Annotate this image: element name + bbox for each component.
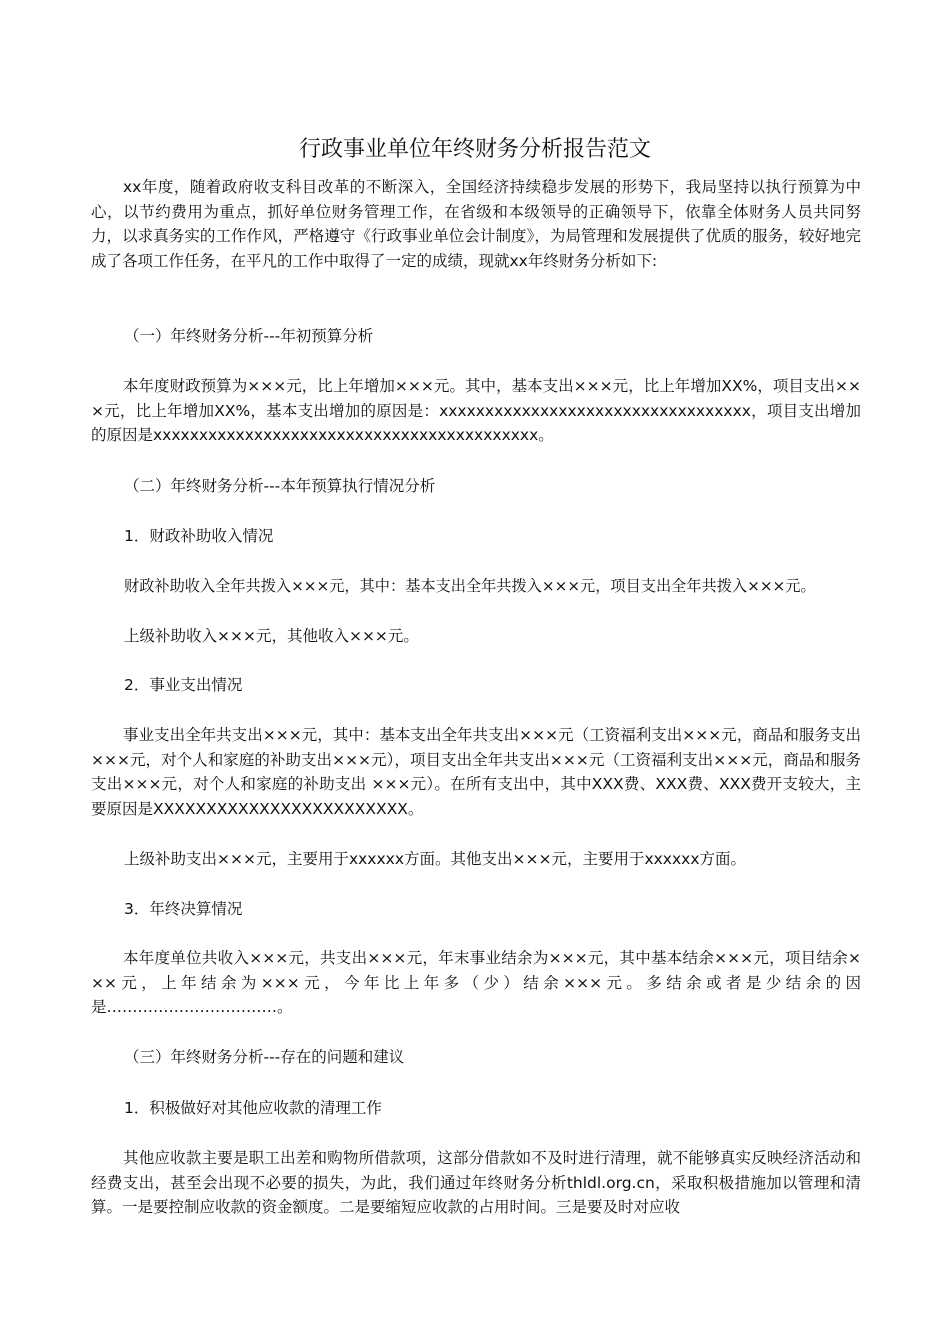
item1-line1: 财政补助收入全年共拨入×××元，其中：基本支出全年共拨入×××元，项目支出全年共拨入×××元。 bbox=[124, 577, 816, 595]
section3-heading: （三）年终财务分析---存在的问题和建议 bbox=[124, 1048, 405, 1066]
item1-heading: 1．财政补助收入情况 bbox=[124, 527, 274, 545]
document-title: 行政事业单位年终财务分析报告范文 bbox=[298, 137, 651, 162]
item3-heading: 3．年终决算情况 bbox=[124, 900, 243, 918]
item2-line2: 上级补助支出×××元，主要用于xxxxxx方面。其他支出×××元，主要用于xxxxxx方面。 bbox=[124, 850, 747, 868]
section1-body: 本年度财政预算为×××元，比上年增加×××元。其中，基本支出×××元，比上年增加XX%，项目支出×××元，比上年增加XX%，基本支出增加的原因是：xxxxxxxxxxxxxxxxxxxxxxxxxxxxxxxxxx，项目支出增加的原因是xxxxxxxxxxxxxxxxxxxxxxxxxxxxxxxxxxxxxxxxxx。 bbox=[91, 377, 861, 444]
section1-heading: （一）年终财务分析---年初预算分析 bbox=[124, 327, 374, 345]
item3-body: 本年度单位共收入×××元，共支出×××元，年末事业结余为×××元，其中基本结余×××元，项目结余×××元，上年结余为×××元，今年比上年多（少）结余×××元。多结余或者是少结余的因是……………………………。 bbox=[91, 949, 861, 1016]
item2-body: 事业支出全年共支出×××元，其中：基本支出全年共支出×××元（工资福利支出×××元，商品和服务支出×××元，对个人和家庭的补助支出×××元），项目支出全年共支出×××元（工资福利支出×××元，商品和服务支出×××元，对个人和家庭的补助支出 ×××元）。在所有支出中，其中XXX费、XXX费、XXX费开支较大，主要原因是XXXXXXXXXXXXXXXXXXXXXXXX。 bbox=[91, 726, 861, 818]
intro-paragraph: xx年度，随着政府收支科目改革的不断深入，全国经济持续稳步发展的形势下，我局坚持以执行预算为中心，以节约费用为重点，抓好单位财务管理工作，在省级和本级领导的正确领导下，依靠全体财务人员共同努力，以求真务实的工作作风，严格遵守《行政事业单位会计制度》，为局管理和发展提供了优质的服务，较好地完成了各项工作任务，在平凡的工作中取得了一定的成绩，现就xx年终财务分析如下: bbox=[91, 178, 861, 270]
section2-heading: （二）年终财务分析---本年预算执行情况分析 bbox=[124, 477, 436, 495]
item4-heading: 1．积极做好对其他应收款的清理工作 bbox=[124, 1099, 382, 1117]
item1-line2: 上级补助收入×××元，其他收入×××元。 bbox=[124, 627, 419, 645]
item2-heading: 2．事业支出情况 bbox=[124, 676, 243, 694]
item4-body: 其他应收款主要是职工出差和购物所借款项，这部分借款如不及时进行清理，就不能够真实反映经济活动和经费支出，甚至会出现不必要的损失，为此，我们通过年终财务分析thldl.org.cn，采取积极措施加以管理和清算。一是要控制应收款的资金额度。二是要缩短应收款的占用时间。三是要及时对应收 bbox=[91, 1149, 861, 1216]
